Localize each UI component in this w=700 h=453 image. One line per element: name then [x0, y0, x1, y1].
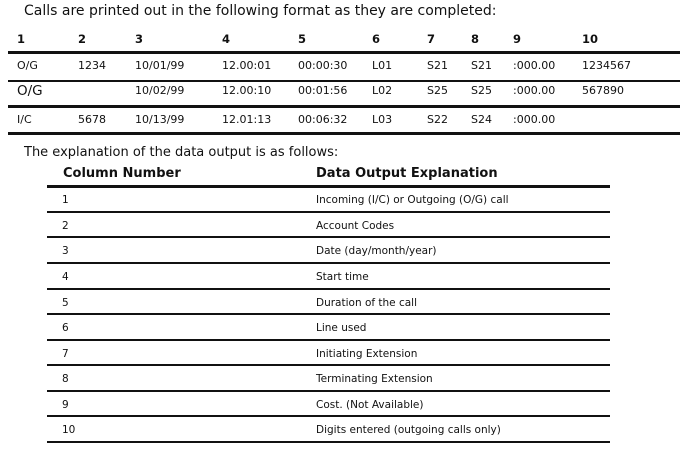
explanation-row-10-number: 10 [62, 424, 76, 436]
format-col-header-6: 6 [372, 32, 381, 46]
explanation-table-rule [47, 441, 610, 443]
explanation-row-6-number: 6 [62, 322, 69, 334]
explanation-table-rule [47, 364, 610, 366]
format-col-header-1: 1 [17, 32, 26, 46]
format-cell-r1-c4: 12.00:01 [222, 59, 272, 72]
column-number-header: Column Number [63, 166, 181, 181]
format-cell-r2-c5: 00:01:56 [298, 84, 348, 97]
format-col-header-5: 5 [298, 32, 307, 46]
format-cell-r1-c7: S21 [427, 59, 448, 72]
data-output-explanation-header: Data Output Explanation [316, 166, 498, 181]
format-cell-r3-c5: 00:06:32 [298, 113, 348, 126]
explanation-row-8-number: 8 [62, 373, 69, 385]
format-table-rule [8, 51, 680, 54]
format-cell-r1-c6: L01 [372, 59, 393, 72]
format-cell-r3-c4: 12.01:13 [222, 113, 272, 126]
format-cell-r3-c2: 5678 [78, 113, 106, 126]
format-cell-r2-c6: L02 [372, 84, 393, 97]
format-col-header-4: 4 [222, 32, 231, 46]
format-cell-r1-c5: 00:00:30 [298, 59, 348, 72]
format-col-header-10: 10 [582, 32, 599, 46]
format-cell-r3-c6: L03 [372, 113, 393, 126]
explanation-row-1-number: 1 [62, 194, 69, 206]
explanation-table-rule [47, 262, 610, 264]
explanation-row-10-description: Digits entered (outgoing calls only) [316, 424, 501, 436]
explanation-row-3-number: 3 [62, 245, 69, 257]
explanation-row-9-description: Cost. (Not Available) [316, 399, 424, 411]
explanation-row-6-description: Line used [316, 322, 367, 334]
explanation-table-rule [47, 390, 610, 392]
explanation-row-2-description: Account Codes [316, 220, 395, 232]
explanation-table-rule [47, 313, 610, 315]
format-cell-r3-c8: S24 [471, 113, 492, 126]
format-cell-r3-c9: :000.00 [513, 113, 556, 126]
format-cell-r3-c3: 10/13/99 [135, 113, 185, 126]
format-cell-r1-c8: S21 [471, 59, 492, 72]
format-cell-r3-c1: I/C [17, 113, 32, 126]
explanation-row-3-description: Date (day/month/year) [316, 245, 437, 257]
explanation-table-rule [47, 339, 610, 341]
explanation-row-7-number: 7 [62, 348, 69, 360]
format-cell-r2-c7: S25 [427, 84, 448, 97]
format-col-header-7: 7 [427, 32, 436, 46]
format-cell-r1-c10: 1234567 [582, 59, 631, 72]
explanation-row-8-description: Terminating Extension [316, 373, 433, 385]
format-cell-r2-c3: 10/02/99 [135, 84, 185, 97]
explanation-table-rule [47, 288, 610, 290]
explanation-table-rule [47, 415, 610, 417]
format-col-header-3: 3 [135, 32, 144, 46]
format-cell-r2-c4: 12.00:10 [222, 84, 272, 97]
format-cell-r2-c9: :000.00 [513, 84, 556, 97]
format-table-rule [8, 132, 680, 135]
explanation-table-rule [47, 236, 610, 238]
format-cell-r1-c1: O/G [17, 59, 38, 72]
explanation-row-4-number: 4 [62, 271, 69, 283]
explanation-table-rule [47, 211, 610, 213]
format-cell-r2-c1: O/G [17, 83, 43, 99]
format-table-rule [8, 80, 680, 82]
explanation-intro: The explanation of the data output is as follows: [24, 145, 339, 160]
intro-text: Calls are printed out in the following format as they are completed: [24, 3, 497, 19]
format-cell-r2-c10: 567890 [582, 84, 624, 97]
format-cell-r3-c7: S22 [427, 113, 448, 126]
explanation-row-4-description: Start time [316, 271, 369, 283]
explanation-row-1-description: Incoming (I/C) or Outgoing (O/G) call [316, 194, 509, 206]
explanation-row-5-number: 5 [62, 297, 69, 309]
format-cell-r1-c2: 1234 [78, 59, 106, 72]
explanation-row-5-description: Duration of the call [316, 297, 418, 309]
explanation-row-7-description: Initiating Extension [316, 348, 418, 360]
format-cell-r1-c3: 10/01/99 [135, 59, 185, 72]
explanation-row-9-number: 9 [62, 399, 69, 411]
format-col-header-8: 8 [471, 32, 480, 46]
explanation-table-rule [47, 185, 610, 188]
format-col-header-9: 9 [513, 32, 522, 46]
format-table-rule [8, 105, 680, 108]
format-cell-r2-c8: S25 [471, 84, 492, 97]
format-cell-r1-c9: :000.00 [513, 59, 556, 72]
explanation-row-2-number: 2 [62, 220, 69, 232]
format-col-header-2: 2 [78, 32, 87, 46]
